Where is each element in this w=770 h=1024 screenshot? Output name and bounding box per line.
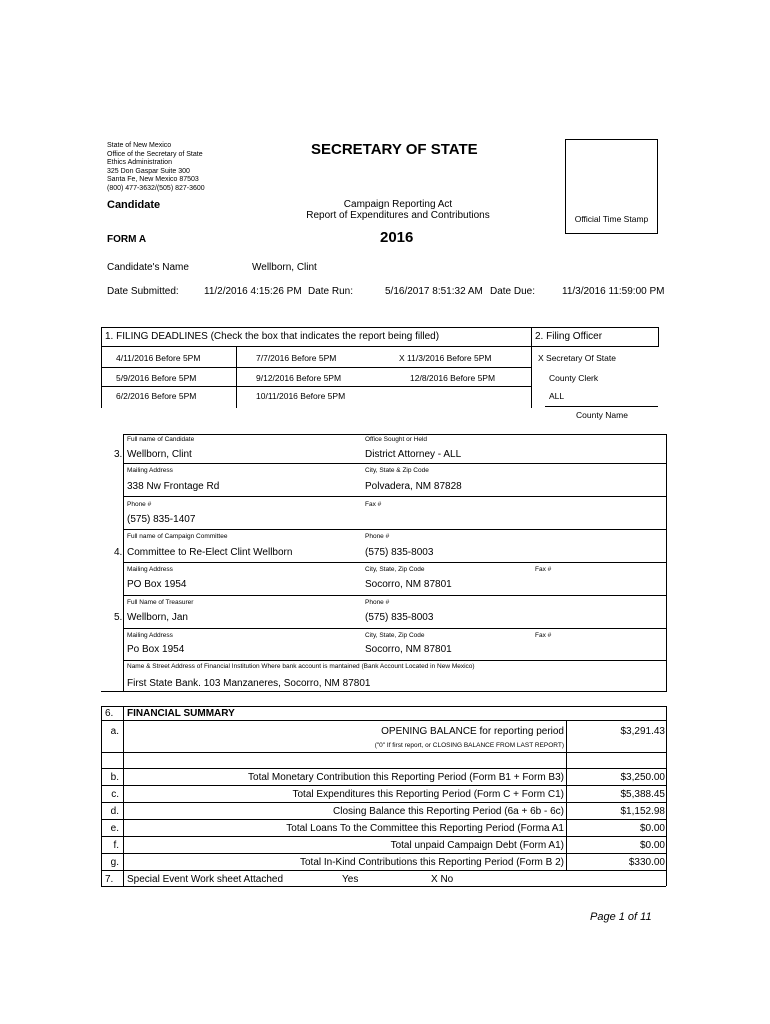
- summary-row-label: Total In-Kind Contributions this Reporting Period (Form B 2): [299, 857, 564, 868]
- summary-row-label: Closing Balance this Reporting Period (6a + 6b - 6c): [333, 806, 564, 817]
- candidate-fullname-field[interactable]: Wellborn, Clint: [127, 449, 192, 460]
- phone-field[interactable]: (575) 835-1407: [127, 514, 196, 525]
- deadline-option[interactable]: 12/8/2016 Before 5PM: [410, 373, 496, 383]
- deadline-option[interactable]: 7/7/2016 Before 5PM: [256, 353, 337, 363]
- opening-balance-value[interactable]: $3,291.43: [620, 726, 665, 737]
- opening-balance-label: OPENING BALANCE for reporting period: [381, 726, 564, 737]
- bank-field[interactable]: First State Bank. 103 Manzaneres, Socorro, NM 87801: [127, 678, 371, 689]
- mailing-address-label: Mailing Address: [127, 467, 173, 474]
- filing-deadlines-title: 1. FILING DEADLINES (Check the box that indicates the report being filled): [105, 331, 440, 342]
- form-label: FORM A: [107, 234, 147, 245]
- treasurer-fax-label: Fax #: [535, 632, 552, 639]
- date-due-label: Date Due:: [490, 286, 536, 297]
- treasurer-name-field[interactable]: Wellborn, Jan: [127, 612, 188, 623]
- address-line: State of New Mexico: [107, 142, 172, 149]
- fax-label: Fax #: [365, 501, 382, 508]
- summary-row-value[interactable]: $0.00: [639, 840, 665, 851]
- treasurer-name-label: Full Name of Treasurer: [127, 599, 194, 606]
- candidate-heading: Candidate: [107, 199, 161, 211]
- row-letter: e.: [110, 823, 119, 834]
- act-title: [300, 199, 496, 221]
- city-state-zip-label: City, State & Zip Code: [365, 467, 429, 474]
- act-line: Campaign Reporting Act: [343, 199, 453, 210]
- row-letter: c.: [111, 789, 119, 800]
- treasurer-phone-field[interactable]: (575) 835-8003: [365, 612, 434, 623]
- date-submitted-value: 11/2/2016 4:15:26 PM: [204, 286, 302, 297]
- committee-phone-field[interactable]: (575) 835-8003: [365, 547, 434, 558]
- date-submitted-label: Date Submitted:: [107, 286, 179, 297]
- officer-option-selected[interactable]: X Secretary Of State: [538, 353, 616, 363]
- report-year: 2016: [380, 229, 414, 246]
- county-name-label: County Name: [576, 410, 628, 420]
- city-state-zip-field[interactable]: Polvadera, NM 87828: [365, 481, 462, 492]
- deadline-option[interactable]: 5/9/2016 Before 5PM: [116, 373, 197, 383]
- treasurer-mailing-field[interactable]: Po Box 1954: [127, 644, 185, 655]
- candidate-fullname-label: Full name of Candidate: [127, 436, 195, 443]
- agency-address: [107, 142, 257, 194]
- address-line: Santa Fe, New Mexico 87503: [107, 176, 199, 184]
- candidate-name-label: Candidate's Name: [107, 262, 189, 273]
- summary-row-value[interactable]: $330.00: [628, 857, 665, 868]
- filing-officer-title: 2. Filing Officer: [535, 331, 603, 342]
- address-line: Office of the Secretary of State: [107, 150, 203, 158]
- deadline-option[interactable]: 9/12/2016 Before 5PM: [256, 373, 342, 383]
- row-letter: a.: [110, 726, 119, 737]
- date-due-value: 11/3/2016 11:59:00 PM: [562, 286, 665, 297]
- summary-row-label: Total Monetary Contribution this Reporting Period (Form B1 + Form B3): [248, 772, 564, 783]
- special-event-label: Special Event Work sheet Attached: [127, 874, 284, 885]
- summary-row-value[interactable]: $5,388.45: [620, 789, 665, 800]
- summary-row-label: Total Expenditures this Reporting Period (Form C + Form C1): [292, 789, 564, 800]
- deadline-option[interactable]: 4/11/2016 Before 5PM: [116, 353, 201, 363]
- mailing-address-field[interactable]: 338 Nw Frontage Rd: [127, 481, 220, 492]
- date-run-value: 5/16/2017 8:51:32 AM: [385, 286, 483, 297]
- time-stamp-label: Official Time Stamp: [574, 214, 649, 224]
- row-letter: b.: [110, 772, 119, 783]
- committee-city-label: City, State, Zip Code: [365, 566, 425, 573]
- committee-mailing-field[interactable]: PO Box 1954: [127, 579, 187, 590]
- section-6-number: 6.: [105, 708, 114, 719]
- committee-mailing-label: Mailing Address: [127, 566, 173, 573]
- page-number: Page 1 of 11: [590, 911, 652, 923]
- candidate-name-value: Wellborn, Clint: [252, 262, 317, 273]
- act-line: Report of Expenditures and Contributions: [306, 210, 490, 221]
- summary-row-value[interactable]: $3,250.00: [620, 772, 665, 783]
- committee-fax-label: Fax #: [535, 566, 552, 573]
- address-line: (800) 477-3632/(505) 827-3600: [107, 184, 205, 192]
- summary-row-value[interactable]: $1,152.98: [620, 806, 665, 817]
- address-line: 325 Don Gaspar Suite 300: [107, 167, 190, 175]
- special-event-yes[interactable]: Yes: [342, 874, 359, 885]
- section-3-number: 3.: [114, 449, 123, 460]
- committee-phone-label: Phone #: [365, 533, 390, 540]
- deadline-option[interactable]: 10/11/2016 Before 5PM: [256, 391, 346, 401]
- treasurer-mailing-label: Mailing Address: [127, 632, 173, 639]
- committee-city-field[interactable]: Socorro, NM 87801: [365, 579, 452, 590]
- page-title: SECRETARY OF STATE: [311, 141, 478, 158]
- deadline-option-selected[interactable]: X 11/3/2016 Before 5PM: [399, 353, 492, 363]
- summary-row-label: Total Loans To the Committee this Reporting Period (Forma A1: [286, 823, 564, 834]
- special-event-no-selected[interactable]: X No: [431, 874, 454, 885]
- deadline-option[interactable]: 6/2/2016 Before 5PM: [116, 391, 197, 401]
- section-7-number: 7.: [105, 874, 114, 885]
- summary-row-value[interactable]: $0.00: [639, 823, 665, 834]
- officer-option[interactable]: County Clerk: [549, 373, 599, 383]
- treasurer-phone-label: Phone #: [365, 599, 390, 606]
- summary-row-label: Total unpaid Campaign Debt (Form A1): [390, 840, 564, 851]
- date-run-label: Date Run:: [308, 286, 354, 297]
- officer-option[interactable]: ALL: [549, 391, 565, 401]
- committee-name-label: Full name of Campaign Committee: [127, 533, 228, 540]
- row-letter: g.: [110, 857, 119, 868]
- section-4-number: 4.: [114, 547, 123, 558]
- opening-balance-note: ("0" If first report, or CLOSING BALANCE FROM LAST REPORT): [374, 742, 564, 749]
- committee-name-field[interactable]: Committee to Re-Elect Clint Wellborn: [127, 547, 293, 558]
- treasurer-city-field[interactable]: Socorro, NM 87801: [365, 644, 452, 655]
- row-letter: d.: [110, 806, 119, 817]
- treasurer-city-label: City, State, Zip Code: [365, 632, 425, 639]
- section-5-number: 5.: [114, 612, 123, 623]
- office-sought-label: Office Sought or Held: [365, 436, 428, 443]
- address-line: Ethics Administration: [107, 159, 172, 167]
- financial-summary-title: FINANCIAL SUMMARY: [127, 708, 235, 719]
- row-letter: f.: [113, 840, 119, 851]
- office-sought-field[interactable]: District Attorney - ALL: [365, 449, 462, 460]
- bank-label: Name & Street Address of Financial Institution Where bank account is mantained (Bank Account Located in New Mexico): [127, 663, 475, 670]
- phone-label: Phone #: [127, 501, 152, 508]
